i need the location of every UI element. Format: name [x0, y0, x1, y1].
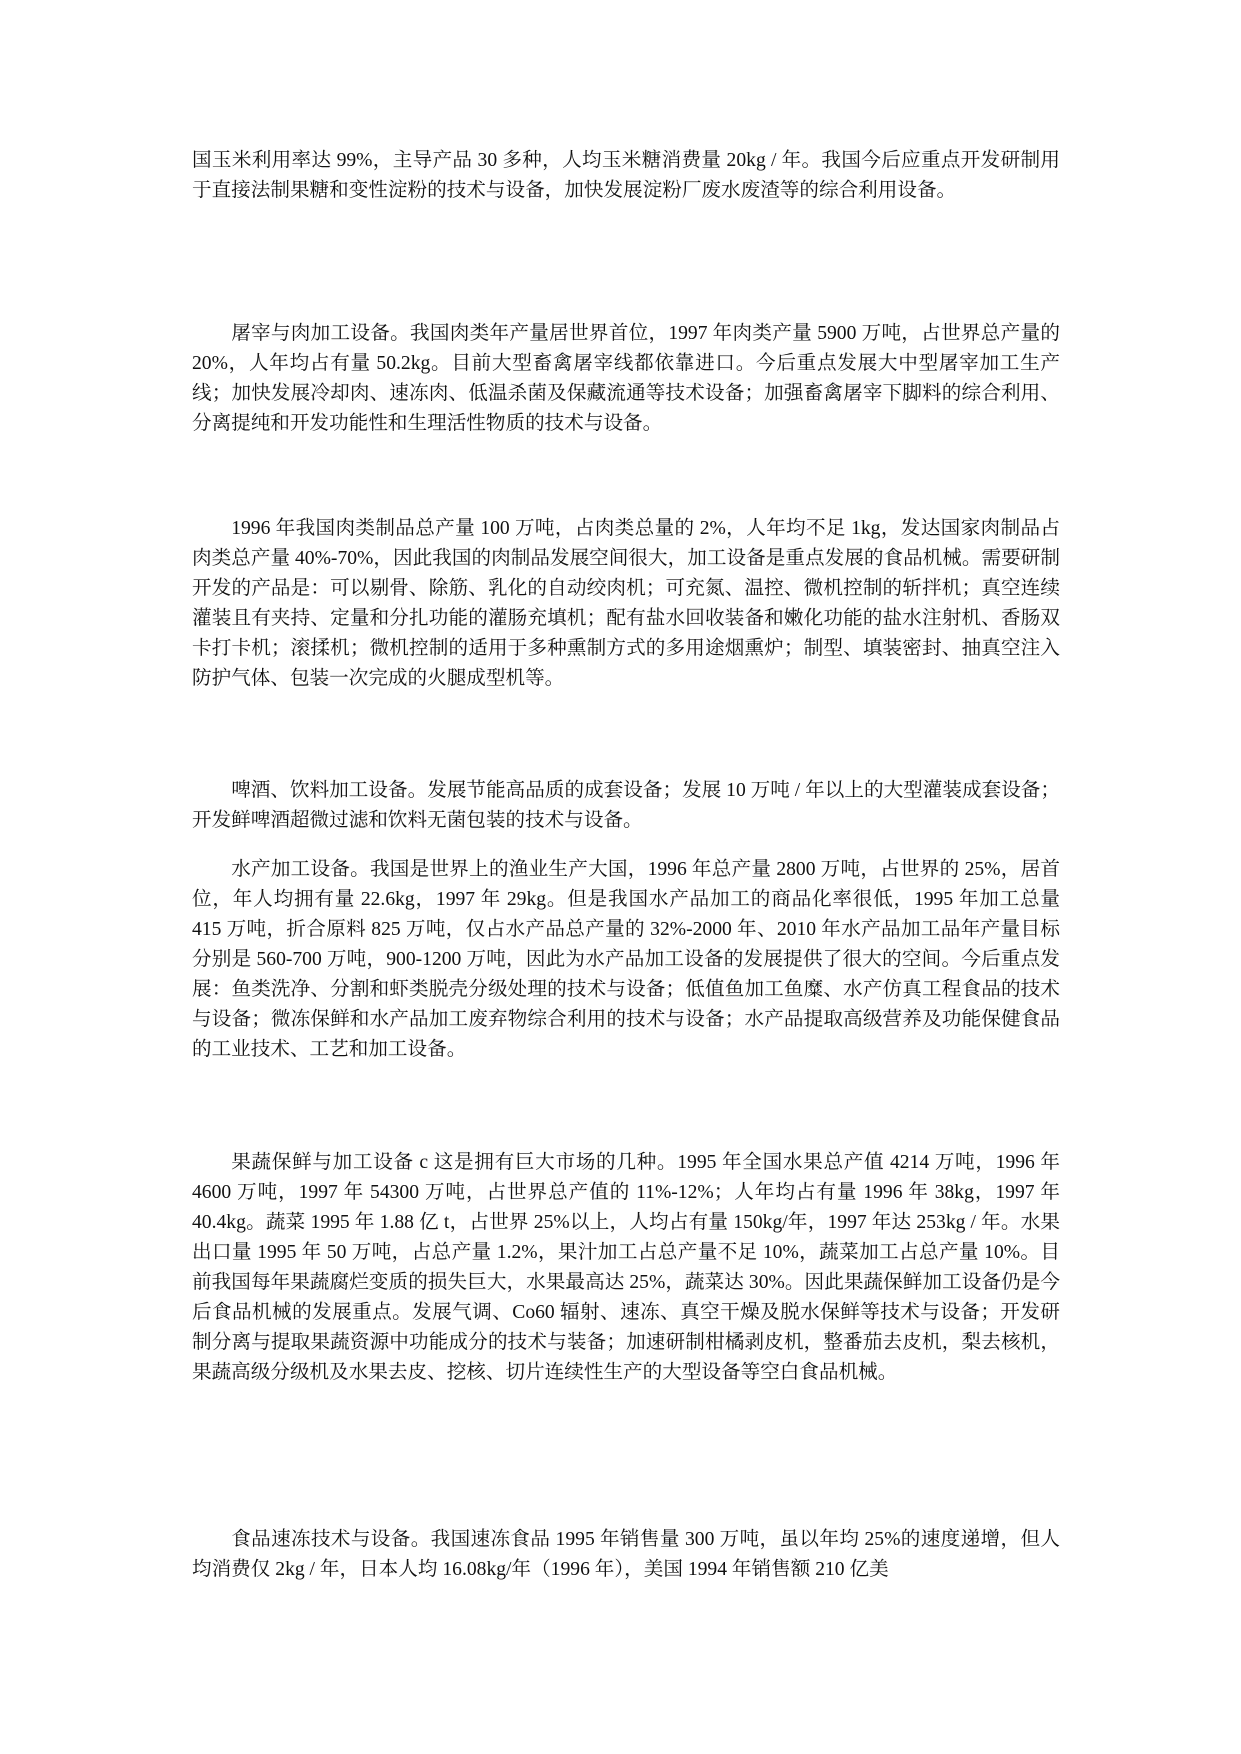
paragraph-fruit-vegetable: 果蔬保鲜与加工设备 c 这是拥有巨大市场的几种。1995 年全国水果总产值 4214 万吨，1996 年 4600 万吨，1997 年 54300 万吨，占世界总产值的 11%-12%；人年均占有量 1996 年 38kg，1997 年 40.4kg。蔬菜 1995 年 1.88 亿 t，占世界 25%以上，人均占有量 150kg/年，1997 年达 253kg / 年。水果出口量 1995 年 50 万吨，占总产量 1.2%，果汁加工占总产量不足 10%，蔬菜加工占总产量 10%。目前我国每年果蔬腐烂变质的损失巨大，水果最高达 25%，蔬菜达 30%。因此果蔬保鲜加工设备仍是今后食品机械的发展重点。发展气调、Co60 辐射、速冻、真空干燥及脱水保鲜等技术与设备；开发研制分离与提取果蔬资源中功能成分的技术与装备；加速研制柑橘剥皮机，整番茄去皮机，梨去核机，果蔬高级分级机及水果去皮、挖核、切片连续性生产的大型设备等空白食品机械。: [192, 1152, 1060, 1383]
paragraph-slaughter-meat-equipment: 屠宰与肉加工设备。我国肉类年产量居世界首位，1997 年肉类产量 5900 万吨，占世界总产量的 20%，人年均占有量 50.2kg。目前大型畜禽屠宰线都依靠进口。今后重点发展大中型屠宰加工生产线；加快发展冷却肉、速冻肉、低温杀菌及保藏流通等技术设备；加强畜禽屠宰下脚料的综合利用、分离提纯和开发功能性和生理活性物质的技术与设备。: [192, 323, 1060, 434]
paragraph-aquatic-processing: 水产加工设备。我国是世界上的渔业生产大国，1996 年总产量 2800 万吨，占世界的 25%，居首位，年人均拥有量 22.6kg，1997 年 29kg。但是我国水产品加工的商品化率很低，1995 年加工总量 415 万吨，折合原料 825 万吨，仅占水产品总产量的 32%-2000 年、2010 年水产品加工品年产量目标分别是 560-700 万吨，900-1200 万吨，因此为水产品加工设备的发展提供了很大的空间。今后重点发展：鱼类洗净、分割和虾类脱壳分级处理的技术与设备；低值鱼加工鱼糜、水产仿真工程食品的技术与设备；微冻保鲜和水产品加工废弃物综合利用的技术与设备；水产品提取高级营养及功能保健食品的工业技术、工艺和加工设备。: [192, 859, 1060, 1060]
paragraph-meat-products: 1996 年我国肉类制品总产量 100 万吨，占肉类总量的 2%，人年均不足 1kg，发达国家肉制品占肉类总产量 40%-70%，因此我国的肉制品发展空间很大，加工设备是重点发展的食品机械。需要研制开发的产品是：可以剔骨、除筋、乳化的自动绞肉机；可充氮、温控、微机控制的斩拌机；真空连续灌装且有夹持、定量和分扎功能的灌肠充填机；配有盐水回收装备和嫩化功能的盐水注射机、香肠双卡打卡机；滚揉机；微机控制的适用于多种熏制方式的多用途烟熏炉；制型、填装密封、抽真空注入防护气体、包装一次完成的火腿成型机等。: [192, 518, 1060, 689]
paragraph-beer-beverage-equipment: 啤酒、饮料加工设备。发展节能高品质的成套设备；发展 10 万吨 / 年以上的大型灌装成套设备；开发鲜啤酒超微过滤和饮料无菌包装的技术与设备。: [192, 780, 1060, 831]
paragraph-corn-continued: 国玉米利用率达 99%，主导产品 30 多种，人均玉米糖消费量 20kg / 年。我国今后应重点开发研制用于直接法制果糖和变性淀粉的技术与设备，加快发展淀粉厂废水废渣等的综合利用设备。: [192, 150, 1060, 201]
paragraph-quick-freezing: 食品速冻技术与设备。我国速冻食品 1995 年销售量 300 万吨，虽以年均 25%的速度递增，但人均消费仅 2kg / 年，日本人均 16.08kg/年（1996 年），美国 1994 年销售额 210 亿美: [192, 1529, 1060, 1580]
